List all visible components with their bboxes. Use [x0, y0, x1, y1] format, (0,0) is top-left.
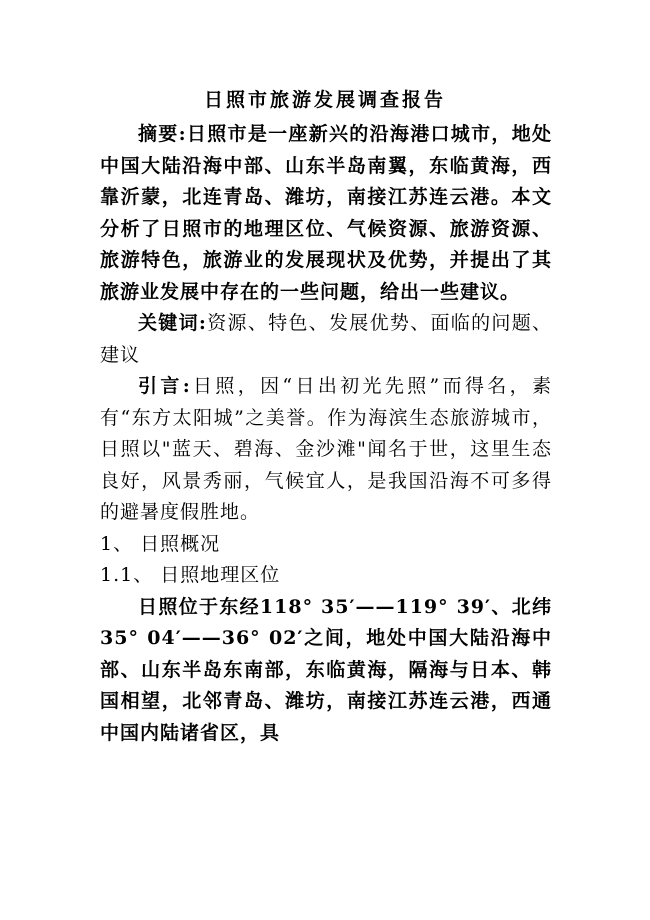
abstract-label: 摘要: — [138, 123, 187, 145]
keywords-text: 资源、特色、发展优势、面临的问题、建议 — [100, 312, 552, 366]
document-title: 日照市旅游发展调查报告 — [203, 89, 446, 111]
abstract-text: 日照市是一座新兴的沿海港口城市，地处中国大陆沿海中部、山东半岛南翼，东临黄海，西靠沂蒙，北连青岛、潍坊，南接江苏连云港。本文分析了日照市的地理区位、气候资源、旅游资源、旅游特色，旅游业的发展现状及优势，并提出了其旅游业发展中存在的一些问题，给出一些建议。 — [100, 123, 552, 303]
section-1-1-heading: 1.1、 日照地理区位 — [100, 564, 281, 586]
introduction-paragraph — [100, 371, 552, 529]
introduction-text: 日照，因“日出初光先照”而得名，素有“东方太阳城”之美誉。作为海滨生态旅游城市，日照以"蓝天、碧海、金沙滩"闻名于世，这里生态良好，风景秀丽，气候宜人，是我国沿海不可多得的避暑度假胜地。 — [100, 375, 552, 523]
keywords-paragraph — [100, 308, 552, 371]
section-1-heading: 1、 日照概况 — [100, 532, 221, 555]
section-1-1-paragraph: 日照位于东经118° 35′——119° 39′、北纬35° 04′——36° 02′之间，地处中国大陆沿海中部、山东半岛东南部，东临黄海，隔海与日本、韩国相望，北邻青岛、潍坊，南接江苏连云港，西通中国内陆诸省区，具 — [100, 595, 552, 744]
abstract-paragraph — [100, 119, 552, 308]
introduction-label: 引言: — [138, 375, 191, 397]
keywords-label: 关键词: — [138, 312, 207, 334]
document-body — [100, 119, 552, 749]
